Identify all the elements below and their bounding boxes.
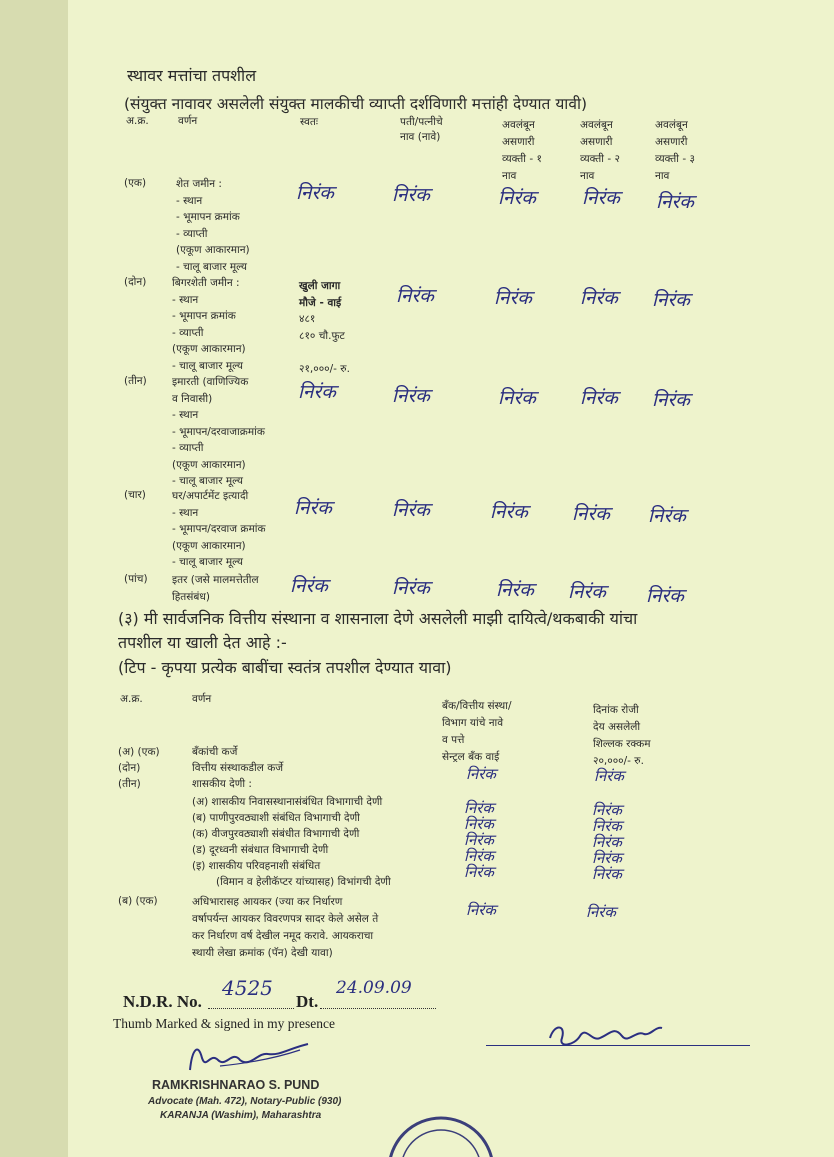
row1-line: (एकूण आकारमान) [176, 244, 250, 256]
row4-line: - चालू बाजार मूल्य [172, 556, 243, 568]
row2-self-line: खुली जागा [299, 280, 341, 292]
s3-bank-l3: व पत्ते [442, 734, 465, 746]
row1-dep3-nil: निरंक [656, 191, 694, 213]
s3-header-due [593, 702, 650, 770]
header-dep1-l2: असणारी [502, 136, 535, 148]
row3-dep3-nil: निरंक [652, 389, 690, 411]
row5-dep3-nil: निरंक [646, 585, 684, 607]
row3-dep1-nil: निरंक [498, 387, 536, 409]
row1-dep2-nil: निरंक [582, 187, 620, 209]
row5-line: हितसंबंध) [172, 590, 210, 603]
row2-line: - स्थान [172, 293, 199, 306]
row5-self-nil: निरंक [290, 575, 328, 597]
header-spouse [400, 115, 443, 145]
s3-tax-line: स्थायी लेखा क्रमांक (पॅन) देखी यावा) [192, 947, 333, 959]
row2-line: - भूमापन क्रमांक [172, 310, 236, 322]
header-dep3-l4: नाव [655, 170, 670, 182]
s3-sub-item: (ड) दूरध्वनी संबंधात विभागाची देणी [192, 844, 329, 856]
header-dep3 [655, 117, 695, 185]
s3-bank-l2: विभाग यांचे नावे [442, 717, 504, 729]
s3-header-sr: अ.क्र. [120, 693, 143, 705]
row1-dep1-nil: निरंक [498, 187, 536, 209]
row2-self-line: ४८१ [299, 313, 316, 325]
s3-item-numbers [118, 744, 160, 792]
row1-spouse-nil: निरंक [392, 184, 430, 206]
row5-no: (पांच) [124, 573, 148, 585]
s3-sub-bank-nil: निरंक [464, 831, 494, 849]
s3-item-text: बँकांची कर्जे [192, 746, 238, 758]
s3-item-text: वित्तीय संस्थाकडील कर्जे [192, 762, 284, 774]
s3-bank-l1: बँक/वित्तीय संस्था/ [442, 700, 512, 712]
header-self: स्वतः [300, 116, 319, 128]
s3-sub-due-nil: निरंक [592, 817, 622, 835]
ndr-value: 4525 [222, 976, 273, 1000]
row4-desc [172, 488, 266, 571]
row3-desc [172, 374, 265, 490]
s3-sub-bank-nil: निरंक [464, 863, 494, 881]
s3-sub-item: (विमान व हेलीकॅप्टर यांच्यासह) विभांगची देणी [216, 876, 391, 888]
page-edge-shadow [0, 0, 68, 1157]
row4-dep3-nil: निरंक [648, 505, 686, 527]
s3-tax-no: (ब) (एक) [118, 895, 158, 907]
section3-note: (टिप - कृपया प्रत्येक बाबींचा स्वतंत्र तपशील देण्यात यावा) [118, 658, 452, 677]
s3-bank-l4: सेन्ट्रल बँक वाई [442, 751, 500, 763]
header-desc: वर्णन [178, 115, 198, 127]
header-dep2 [580, 117, 620, 185]
row2-self-details [299, 278, 350, 377]
s3-sub-due-nil: निरंक [592, 833, 622, 851]
row3-line: - चालू बाजार मूल्य [172, 475, 243, 487]
advocate-line3: KARANJA (Washim), Maharashtra [160, 1110, 322, 1121]
s3-sub-bank-nil: निरंक [464, 815, 494, 833]
s3-header-desc: वर्णन [192, 693, 212, 705]
s3-tax-line: कर निर्धारण वर्ष देखील नमूद करावे. आयकराचा [192, 930, 374, 942]
row3-self-nil: निरंक [298, 381, 336, 403]
thumb-text: Thumb Marked & signed in my presence [113, 1016, 335, 1031]
row3-line: - भूमापन/दरवाजाक्रमांक [172, 425, 265, 438]
row3-no: (तीन) [124, 375, 147, 387]
advocate-signature [180, 1030, 330, 1078]
row1-desc [176, 176, 250, 275]
advocate-line2: Advocate (Mah. 472), Notary-Public (930) [148, 1096, 342, 1107]
row2-line: बिगरशेती जमीन : [172, 277, 240, 289]
s3-header-bank [442, 698, 512, 766]
row4-dep2-nil: निरंक [572, 503, 610, 525]
row3-line: इमारती (वाणिज्यिक [172, 376, 249, 388]
s3-sub-item: (अ) शासकीय निवासस्थानासंबंधित विभागाची देणी [192, 796, 383, 808]
section3-line2: तपशील या खाली देत आहे :- [118, 633, 287, 652]
header-dep2-l4: नाव [580, 170, 595, 182]
advocate-name: RAMKRISHNARAO S. PUND [152, 1078, 320, 1092]
row5-dep1-nil: निरंक [496, 579, 534, 601]
row3-dep2-nil: निरंक [580, 387, 618, 409]
row5-spouse-nil: निरंक [392, 577, 430, 599]
s3-due-l1: दिनांक रोजी [593, 704, 639, 716]
s3-sub-bank-nils [464, 800, 494, 880]
s3-sub-item: (क) वीजपुरवठ्याशी संबंधीत विभागाची देणी [192, 828, 360, 840]
s3-sub-bank-nil: निरंक [464, 847, 494, 865]
row4-self-nil: निरंक [294, 497, 332, 519]
row4-line: घर/अपार्टमेंट इत्यादी [172, 490, 249, 502]
section-subtitle: (संयुक्त नावावर असलेली संयुक्त मालकीची व्याप्ती दर्शविणारी मत्तांही देण्यात यावी) [124, 95, 588, 113]
row1-line: - चालू बाजार मूल्य [176, 260, 247, 273]
s3-sub-due-nil: निरंक [592, 801, 622, 819]
row2-self-line: २१,०००/- रु. [299, 362, 350, 375]
s3-sub-due-nil: निरंक [592, 849, 622, 867]
s3-item-no: (तीन) [118, 778, 141, 790]
row2-dep2-nil: निरंक [580, 287, 618, 309]
row2-line: - चालू बाजार मूल्य [172, 359, 243, 372]
row2-spouse-nil: निरंक [396, 285, 434, 307]
section-title: स्थावर मत्तांचा तपशील [127, 66, 257, 85]
header-dep3-l2: असणारी [655, 136, 688, 148]
header-dep3-l3: व्यक्ती - ३ [655, 153, 695, 165]
ndr-label: N.D.R. No. [123, 992, 202, 1011]
s3-due-nil: निरंक [594, 767, 624, 785]
row4-line: - भूमापन/दरवाज क्रमांक [172, 523, 266, 535]
row4-no: (चार) [124, 489, 146, 501]
s3-item-no: (अ) (एक) [118, 746, 160, 758]
header-dep1-l3: व्यक्ती - १ [502, 153, 542, 165]
row1-self-nil: निरंक [296, 182, 334, 204]
row1-line: - व्याप्ती [176, 227, 208, 240]
row5-dep2-nil: निरंक [568, 581, 606, 603]
s3-due-l4: २०,०००/- रु. [593, 755, 644, 767]
s3-sub-item: (ब) पाणीपुरवठ्याशी संबंधित विभागाची देणी [192, 812, 360, 824]
row2-self-spacer [299, 344, 350, 361]
header-sr: अ.क्र. [126, 115, 149, 127]
header-dep1 [502, 117, 542, 185]
s3-tax-bank-nil: निरंक [466, 901, 496, 919]
row1-line: - स्थान [176, 194, 203, 207]
row4-dep1-nil: निरंक [490, 501, 528, 523]
header-dep2-l1: अवलंबून [580, 119, 613, 131]
row3-line: (एकूण आकारमान) [172, 458, 246, 471]
dt-value: 24.09.09 [336, 978, 412, 998]
s3-sub-items [192, 794, 391, 890]
row2-dep3-nil: निरंक [652, 289, 690, 311]
row3-line: - स्थान [172, 409, 199, 421]
header-spouse-l1: पती/पत्नीचे [400, 116, 443, 128]
row2-dep1-nil: निरंक [494, 287, 532, 309]
s3-tax-line: अधिभारासह आयकर (ज्या कर निर्धारण [192, 896, 343, 908]
header-dep1-l1: अवलंबून [502, 119, 535, 131]
row3-spouse-nil: निरंक [392, 385, 430, 407]
header-dep1-l4: नाव [502, 170, 517, 182]
s3-due-l3: शिल्लक रक्कम [593, 738, 651, 750]
row3-line: - व्याप्ती [172, 442, 204, 454]
declarant-signature [540, 1016, 670, 1052]
header-dep2-l3: व्यक्ती - २ [580, 153, 620, 165]
s3-item-text: शासकीय देणी : [192, 778, 252, 790]
row4-line: - स्थान [172, 506, 199, 519]
row2-line: - व्याप्ती [172, 326, 204, 339]
s3-tax-due-nil: निरंक [586, 903, 616, 921]
row1-no: (एक) [124, 177, 147, 189]
row4-spouse-nil: निरंक [392, 499, 430, 521]
row2-desc [172, 275, 246, 374]
s3-bank-nil: निरंक [466, 765, 496, 783]
s3-sub-item: (इ) शासकीय परिवहनाशी संबंधित [192, 860, 321, 872]
header-dep2-l2: असणारी [580, 136, 613, 148]
row1-line: - भूमापन क्रमांक [176, 211, 240, 223]
row4-line: (एकूण आकारमान) [172, 539, 246, 552]
s3-item-texts [192, 744, 283, 792]
row2-no: (दोन) [124, 276, 147, 288]
s3-sub-bank-nil: निरंक [464, 799, 494, 817]
header-spouse-l2: नाव (नावे) [400, 131, 441, 143]
s3-due-l2: देय असलेली [593, 721, 641, 733]
s3-tax-line: वर्षापर्यन्त आयकर विवरणपत्र सादर केले असेल ते [192, 913, 379, 925]
row3-line: व निवासी) [172, 392, 213, 405]
row5-desc [172, 572, 259, 605]
row5-line: इतर (जसे मालमत्तेतील [172, 574, 259, 586]
s3-tax-desc [192, 894, 378, 962]
dt-label: Dt. [296, 992, 319, 1011]
row2-line: (एकूण आकारमान) [172, 343, 246, 355]
s3-sub-due-nils [592, 802, 622, 882]
s3-sub-due-nil: निरंक [592, 865, 622, 883]
s3-item-no: (दोन) [118, 762, 141, 774]
row2-self-line: मौजे - वाई [299, 296, 342, 309]
section3-line1: (३) मी सार्वजनिक वित्तीय संस्थाना व शासनाला देणे असलेली माझी दायित्वे/थकबाकी यांचा [118, 609, 638, 628]
round-seal [376, 1112, 506, 1157]
row2-self-line: ८१० चौ.फुट [299, 329, 345, 342]
row1-line: शेत जमीन : [176, 178, 222, 190]
header-dep3-l1: अवलंबून [655, 119, 688, 131]
